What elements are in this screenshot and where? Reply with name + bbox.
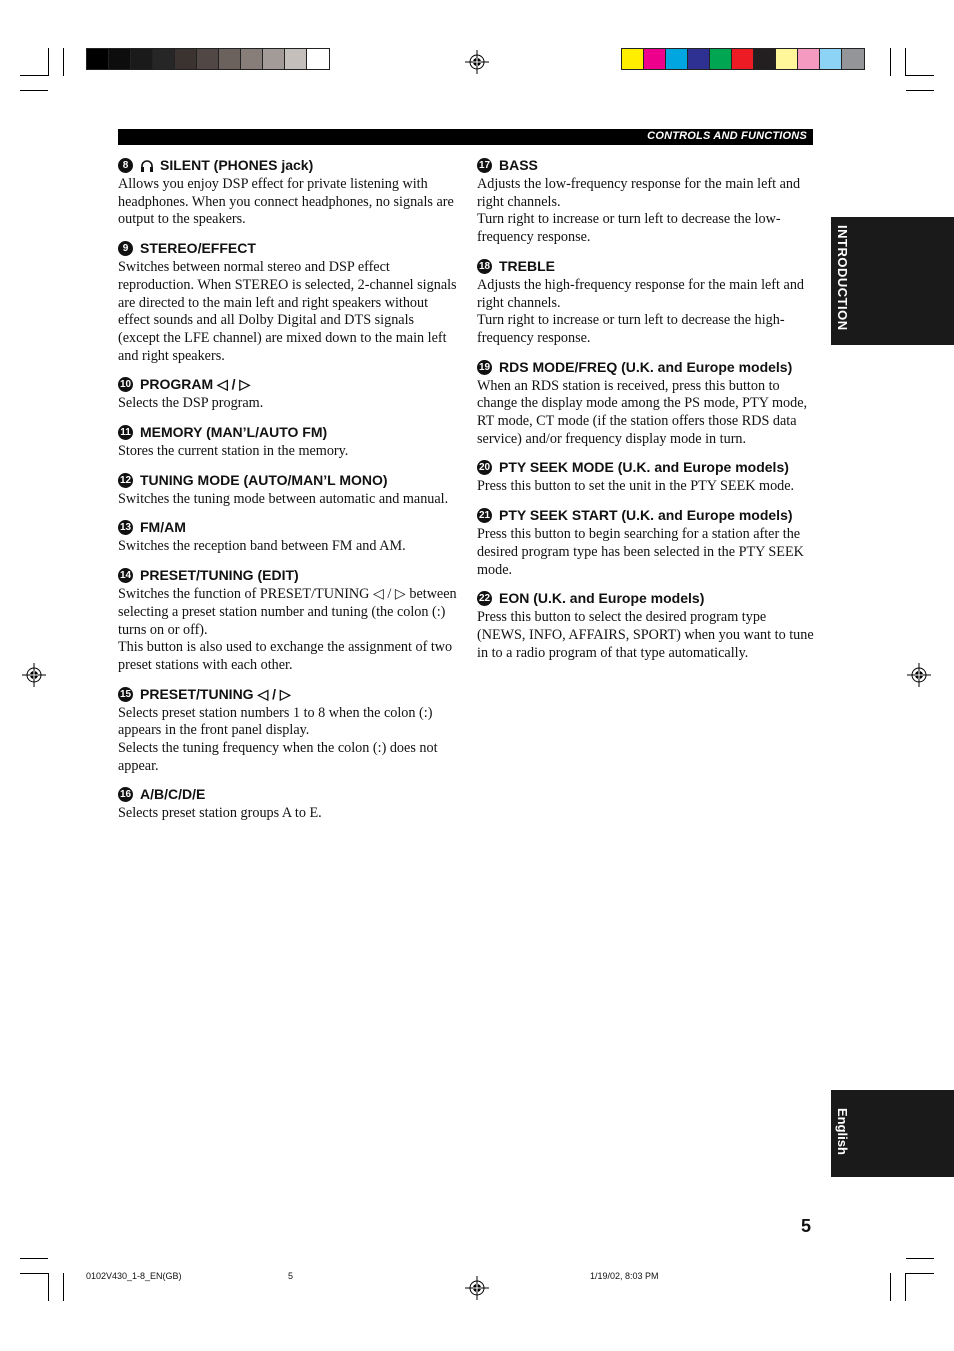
color-swatch xyxy=(798,49,820,69)
control-title: PRESET/TUNING ◁ / ▷ xyxy=(140,685,291,702)
control-description: Switches the function of PRESET/TUNING ◁ / ▷ between selecting a preset station number and tuning (the colon (:) turns on or off). xyxy=(118,586,457,638)
item-number-badge: 16 xyxy=(119,789,132,801)
language-tab xyxy=(831,1090,954,1177)
crop-mark xyxy=(905,1273,906,1301)
color-swatch xyxy=(263,49,285,69)
crop-mark xyxy=(20,1258,48,1259)
control-description: Switches the tuning mode between automatic and manual. xyxy=(118,490,449,507)
crop-mark xyxy=(20,90,48,91)
color-swatch xyxy=(688,49,710,69)
control-item xyxy=(477,156,817,247)
control-heading xyxy=(118,375,458,394)
control-title: EON (U.K. and Europe models) xyxy=(499,590,705,607)
control-item xyxy=(118,375,458,413)
crop-mark xyxy=(906,90,934,91)
control-title: PTY SEEK START (U.K. and Europe models) xyxy=(499,507,793,524)
control-item xyxy=(477,506,817,579)
introduction-tab xyxy=(831,217,954,345)
color-swatch xyxy=(666,49,688,69)
control-description: Press this button to begin searching for a station after the desired program type has been selected in the PTY SEEK mode. xyxy=(477,526,804,578)
control-title: PRESET/TUNING (EDIT) xyxy=(140,567,299,584)
control-description: Selects preset station numbers 1 to 8 when the colon (:) appears in the front panel display. xyxy=(118,704,433,739)
item-number-badge: 19 xyxy=(478,361,491,373)
color-swatch xyxy=(153,49,175,69)
crop-mark xyxy=(906,75,934,76)
crop-mark xyxy=(48,1273,49,1301)
item-number-badge: 12 xyxy=(119,474,132,486)
registration-mark-icon xyxy=(22,663,46,687)
control-title: STEREO/EFFECT xyxy=(140,240,256,257)
crop-mark xyxy=(906,1258,934,1259)
control-heading xyxy=(118,239,458,258)
color-swatch xyxy=(241,49,263,69)
control-heading xyxy=(118,566,458,585)
grayscale-color-bar xyxy=(86,48,330,70)
color-swatch xyxy=(842,49,864,69)
control-description: Selects the DSP program. xyxy=(118,395,264,412)
section-header-bar xyxy=(118,129,813,145)
control-heading xyxy=(118,685,458,704)
item-number-badge: 8 xyxy=(118,158,133,173)
control-heading xyxy=(118,156,458,175)
control-title: PTY SEEK MODE (U.K. and Europe models) xyxy=(499,459,789,476)
color-swatch xyxy=(644,49,666,69)
control-item xyxy=(477,589,817,662)
registration-mark-icon xyxy=(907,663,931,687)
process-color-bar xyxy=(621,48,865,70)
color-swatch xyxy=(820,49,842,69)
control-item xyxy=(477,458,817,496)
control-item xyxy=(118,239,458,365)
control-description: Stores the current station in the memory. xyxy=(118,443,349,460)
control-title: TUNING MODE (AUTO/MAN’L MONO) xyxy=(140,471,388,488)
control-heading xyxy=(477,358,817,377)
crop-mark xyxy=(48,48,49,76)
control-description: Allows you enjoy DSP effect for private listening with headphones. When you connect headphones, no signals are output to the speakers. xyxy=(118,176,454,228)
control-heading xyxy=(118,518,458,537)
control-title: RDS MODE/FREQ (U.K. and Europe models) xyxy=(499,358,793,375)
crop-mark xyxy=(905,48,906,76)
control-description: Press this button to select the desired program type (NEWS, INFO, AFFAIRS, SPORT) when you want to tune in to a radio program of that type automatically. xyxy=(477,609,814,661)
control-description: Adjusts the high-frequency response for the main left and right channels. xyxy=(477,276,805,311)
control-title: MEMORY (MAN’L/AUTO FM) xyxy=(140,424,328,441)
control-description: Selects the tuning frequency when the colon (:) does not appear. xyxy=(118,740,438,774)
control-item xyxy=(118,423,458,461)
control-description: Press this button to set the unit in the PTY SEEK mode. xyxy=(477,478,795,495)
control-title: SILENT (PHONES jack) xyxy=(160,157,314,173)
language-tab-label: English xyxy=(835,1108,850,1155)
crop-mark xyxy=(890,48,891,76)
color-swatch xyxy=(754,49,776,69)
item-number-badge: 21 xyxy=(478,510,491,522)
crop-mark xyxy=(890,1273,891,1301)
color-swatch xyxy=(776,49,798,69)
footer-date: 1/19/02, 8:03 PM xyxy=(590,1271,659,1281)
control-title: BASS xyxy=(499,157,538,173)
item-number-badge: 10 xyxy=(119,379,132,391)
control-heading xyxy=(118,471,458,490)
item-number-badge: 22 xyxy=(478,593,491,605)
control-heading xyxy=(118,423,458,442)
item-number-badge: 13 xyxy=(119,522,132,534)
control-item xyxy=(118,471,458,509)
control-description: Switches the reception band between FM and AM. xyxy=(118,538,406,555)
control-item xyxy=(477,257,817,348)
control-description: When an RDS station is received, press this button to change the display mode among the PS mode, PTY mode, RT mode, CT mode (if the station offers those RDS data service) and/or frequency display mode in turn. xyxy=(477,377,808,447)
right-column xyxy=(477,156,817,672)
registration-mark-icon xyxy=(465,1276,489,1300)
control-item xyxy=(477,358,817,449)
crop-mark xyxy=(63,1273,64,1301)
item-number-badge: 14 xyxy=(119,570,132,582)
control-heading xyxy=(118,785,458,804)
control-heading xyxy=(477,458,817,477)
headphones-icon xyxy=(140,160,154,172)
control-title: PROGRAM ◁ / ▷ xyxy=(140,376,251,393)
item-number-badge: 11 xyxy=(118,425,133,440)
control-description: Switches between normal stereo and DSP effect reproduction. When STEREO is selected, 2-channel signals are directed to the main left and right speakers without effect sounds and all Dolby Digital and DTS signals (except the LFE channel) are mixed down to the main left and right speakers. xyxy=(118,259,457,364)
color-swatch xyxy=(622,49,644,69)
control-description: This button is also used to exchange the assignment of two preset stations with each other. xyxy=(118,639,453,673)
control-item xyxy=(118,685,458,776)
crop-mark xyxy=(906,1273,934,1274)
left-column xyxy=(118,156,458,833)
control-description: Turn right to increase or turn left to decrease the high-frequency response. xyxy=(477,312,785,346)
introduction-tab-label: INTRODUCTION xyxy=(835,225,850,331)
control-heading xyxy=(477,506,817,525)
color-swatch xyxy=(285,49,307,69)
control-description: Adjusts the low-frequency response for the main left and right channels. xyxy=(477,176,801,210)
color-swatch xyxy=(131,49,153,69)
item-number-badge: 20 xyxy=(478,462,491,474)
control-description: Selects preset station groups A to E. xyxy=(118,805,322,822)
color-swatch xyxy=(732,49,754,69)
control-item xyxy=(118,156,458,229)
control-title: A/B/C/D/E xyxy=(140,786,206,803)
control-item xyxy=(118,785,458,823)
crop-mark xyxy=(20,1273,48,1274)
control-heading xyxy=(477,589,817,608)
control-item xyxy=(118,518,458,556)
control-item xyxy=(118,566,458,675)
item-number-badge: 9 xyxy=(118,241,133,256)
item-number-badge: 18 xyxy=(478,260,491,272)
item-number-badge: 17 xyxy=(478,160,491,171)
crop-mark xyxy=(20,75,48,76)
color-swatch xyxy=(219,49,241,69)
crop-mark xyxy=(63,48,64,76)
color-swatch xyxy=(307,49,329,69)
item-number-badge: 15 xyxy=(119,688,132,700)
registration-mark-icon xyxy=(465,50,489,74)
color-swatch xyxy=(710,49,732,69)
section-title: CONTROLS AND FUNCTIONS xyxy=(647,130,807,142)
page-number: 5 xyxy=(801,1216,812,1236)
control-description: Turn right to increase or turn left to decrease the low-frequency response. xyxy=(477,211,781,246)
control-heading xyxy=(477,257,817,276)
footer-page: 5 xyxy=(288,1271,294,1281)
control-heading xyxy=(477,156,817,175)
color-swatch xyxy=(197,49,219,69)
color-swatch xyxy=(109,49,131,69)
control-title: TREBLE xyxy=(499,257,555,274)
control-title: FM/AM xyxy=(140,519,186,536)
color-swatch xyxy=(87,49,109,69)
footer-file: 0102V430_1-8_EN(GB) xyxy=(86,1271,182,1281)
color-swatch xyxy=(175,49,197,69)
